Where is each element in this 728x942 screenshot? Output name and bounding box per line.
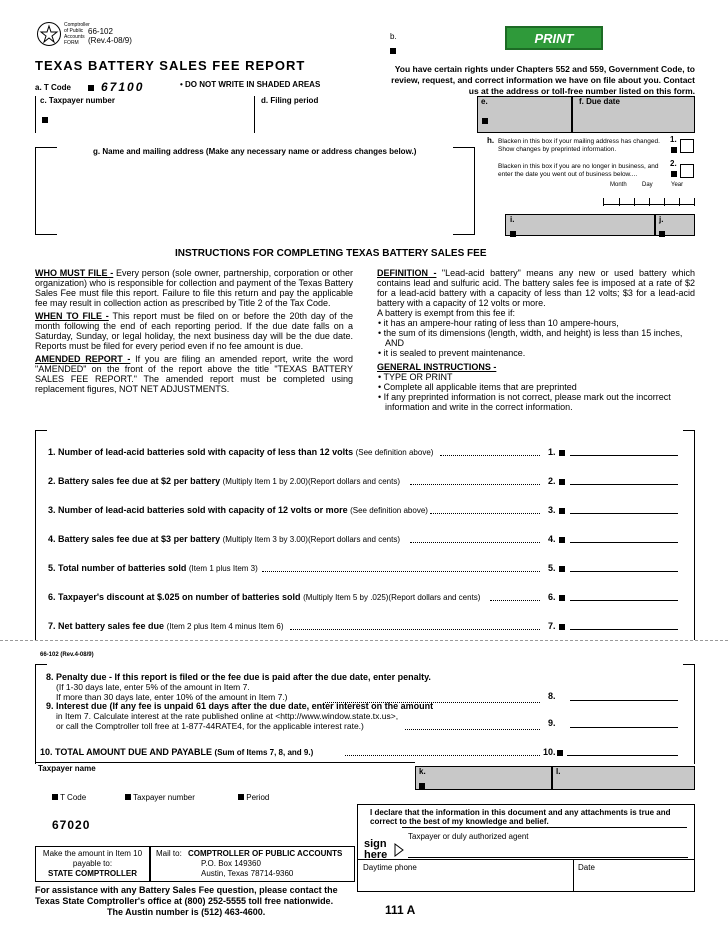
taxpayer-number-box[interactable]: c. Taxpayer number	[35, 96, 255, 133]
sign-here-tag: sign here	[364, 838, 388, 861]
item-2-input[interactable]	[570, 484, 678, 485]
lower-period-label: Period	[238, 793, 269, 802]
item-4-label: 4. Battery sales fee due at $3 per battery (Multiply Item 3 by 3.00)(Report dollars and cents)	[48, 534, 401, 544]
item-4-input[interactable]	[570, 542, 678, 543]
arrow-right-icon	[394, 843, 404, 857]
e-field-box: e.	[477, 96, 572, 133]
item-2-number: 2.	[548, 476, 556, 486]
date-label: Date	[578, 863, 595, 872]
date-input[interactable]	[578, 875, 688, 889]
tcode-label: a. T Code	[35, 83, 72, 92]
box1-number: 1.	[670, 135, 677, 144]
taxpayer-name-box[interactable]: Taxpayer name	[35, 762, 415, 790]
item-1-label: 1. Number of lead-acid batteries sold with capacity of less than 12 volts (See definition above)	[48, 447, 434, 457]
item-8-number: 8.	[548, 691, 556, 701]
seal-text: Comptroller of Public Accounts FORM	[64, 22, 90, 46]
instructions-right-column: DEFINITION - "Lead-acid battery" means any new or used battery which contains lead and sulfuric acid. The battery sales fee is imposed at a rate of $2 for a lead-acid battery with a capacity of less than 12 volts; $3 for a lead-acid battery with a capacity of 12 volts or more. A battery is exempt from this fee if: • it has an ampere-hour rating of less than 10 ampere-hours, • the sum of its dimensions (length, width, and height) is less than 15 inches, AND • it is sealed to prevent maintenance. GENERAL INSTRUCTIONS - • TYPE OR PRINT • Complete all applicable items that are preprinted • If any preprinted information is not correct, please mark out the incorrect information and write in the correct information.	[377, 268, 696, 412]
signature-line[interactable]	[402, 827, 687, 828]
rights-notice: You have certain rights under Chapters 552 and 559, Government Code, to review, request, and correct information we have on file about you. Contact us at the address or toll-free number listed on this form.	[391, 64, 695, 96]
item-9-input[interactable]	[570, 727, 678, 728]
item-6-input[interactable]	[570, 600, 678, 601]
star-icon	[38, 23, 60, 45]
name-address-label: g. Name and mailing address (Make any necessary name or address changes below.)	[93, 147, 417, 156]
item-6-label: 6. Taxpayer's discount at $.025 on number of batteries sold (Multiply Item 5 by .025)(Report dollars and cents)	[48, 592, 481, 602]
form-number: 66-102	[88, 27, 113, 36]
item-8-input[interactable]	[570, 700, 678, 701]
name-address-area[interactable]	[35, 147, 475, 235]
filing-period-box[interactable]: d. Filing period	[261, 96, 319, 105]
lower-tcode-value: 67020	[52, 818, 91, 832]
item-3-label: 3. Number of lead-acid batteries sold with capacity of 12 volts or more (See definition above)	[48, 505, 428, 515]
page-title: TEXAS BATTERY SALES FEE REPORT	[35, 58, 306, 73]
form-code: 111 A	[385, 903, 416, 917]
daytime-phone-input[interactable]	[363, 875, 568, 889]
payable-box: Make the amount in Item 10 payable to: STATE COMPTROLLER	[35, 846, 150, 882]
instructions-left-column: WHO MUST FILE - Every person (sole owner, partnership, corporation or other organization) who is responsible for collection and payment of the Texas Battery Sales Fee must file this report. Failure to file this return and pay the applicable fee may result in collection action as prescribed by Title 2 of the Tax Code. WHEN TO FILE - This report must be filed on or before the 20th day of the month following the end of each reporting period. If the due date falls on a Saturday, Sunday, or legal holiday, the next business day will be the due date. Reports must be filed for every period even if no fee amount is due. AMENDED REPORT - If you are filing an amended report, write the word "AMENDED" on the front of the report above the title "TEXAS BATTERY SALES FEE REPORT." The amended report must be completed using replacement figures, NOT NET ADJUSTMENTS.	[35, 268, 354, 394]
year-label: Year	[671, 182, 684, 188]
phone-date-box	[357, 859, 695, 892]
item-5-label: 5. Total number of batteries sold (Item 1 plus Item 3)	[48, 563, 258, 573]
agent-signature-field[interactable]	[408, 857, 688, 858]
item-8-text: 8. Penalty due - If this report is filed or the fee due is paid after the due date, enter penalty. (If 1-30 days late, enter 5% of the amount in Item 7. If more than 30 days late, enter 10% of the amount in Item 7.)	[46, 672, 431, 702]
item-6-number: 6.	[548, 592, 556, 602]
item-9-number: 9.	[548, 718, 556, 728]
item-2-label: 2. Battery sales fee due at $2 per battery (Multiply Item 1 by 2.00)(Report dollars and cents)	[48, 476, 401, 486]
item-3-number: 3.	[548, 505, 556, 515]
item-10-input[interactable]	[567, 755, 678, 756]
item-9-text: 9. Interest due (If any fee is unpaid 61 days after the due date, enter interest on the amount in Item 7. Calculate interest at the rate published online at <http://www.window.state.tx.us>, or call the Comptroller toll free at 1-877-44RATE4, for the applicable interest rate.)	[46, 701, 434, 731]
box2-number: 2.	[670, 159, 677, 168]
out-of-business-checkbox[interactable]	[680, 164, 694, 178]
do-not-write-notice: • DO NOT WRITE IN SHADED AREAS	[180, 80, 321, 89]
out-of-business-text: Blacken in this box if you are no longer in business, and enter the date you went out of business below....	[498, 163, 659, 178]
lower-taxpayer-number-label: Taxpayer number	[125, 793, 195, 802]
tcode-value: 67100	[101, 80, 145, 94]
item-10-label: 10. TOTAL AMOUNT DUE AND PAYABLE (Sum of Items 7, 8, and 9.)	[40, 747, 314, 757]
h-label: h.	[487, 136, 495, 145]
print-button[interactable]: PRINT	[505, 26, 603, 50]
j-field-box: j.	[655, 214, 695, 236]
form-revision: (Rev.4-08/9)	[88, 36, 132, 45]
declaration-box: I declare that the information in this document and any attachments is true and correct to the best of my knowledge and belief. Taxpayer or duly authorized agent sign here	[357, 804, 695, 859]
month-label: Month	[610, 182, 627, 188]
item-10-number: 10.	[543, 747, 556, 757]
k-field-box: k.	[415, 766, 552, 790]
item-5-input[interactable]	[570, 571, 678, 572]
comptroller-seal	[37, 22, 61, 46]
mail-to-box: Mail to: COMPTROLLER OF PUBLIC ACCOUNTS P.O. Box 149360 Austin, Texas 78714-9360	[150, 846, 355, 882]
day-label: Day	[642, 182, 653, 188]
due-date-box: f. Due date	[572, 96, 695, 133]
item-4-number: 4.	[548, 534, 556, 544]
i-field-box: i.	[505, 214, 655, 236]
l-field-box: l.	[552, 766, 695, 790]
lower-tcode-label: T Code	[52, 793, 86, 802]
daytime-phone-label: Daytime phone	[363, 863, 417, 872]
item-7-input[interactable]	[570, 629, 678, 630]
item-1-number: 1.	[548, 447, 556, 457]
tear-line	[0, 640, 728, 641]
item-5-number: 5.	[548, 563, 556, 573]
item-7-label: 7. Net battery sales fee due (Item 2 plus Item 4 minus Item 6)	[48, 621, 284, 631]
tcode-marker	[88, 85, 94, 91]
item-1-input[interactable]	[570, 455, 678, 456]
item-7-number: 7.	[548, 621, 556, 631]
address-changed-text: Blacken in this box if your mailing address has changed. Show changes by preprinted information.	[498, 138, 660, 153]
item-3-input[interactable]	[570, 513, 678, 514]
address-changed-checkbox[interactable]	[680, 139, 694, 153]
b-field: b.	[390, 32, 397, 59]
assistance-text: For assistance with any Battery Sales Fee question, please contact the Texas State Comptroller's office at (800) 252-5555 toll free nationwide. The Austin number is (512) 463-4600.	[35, 885, 338, 917]
form-rev-lower: 66-102 (Rev.4-08/9)	[40, 652, 94, 658]
instructions-heading: INSTRUCTIONS FOR COMPLETING TEXAS BATTERY SALES FEE	[175, 248, 487, 259]
agent-label: Taxpayer or duly authorized agent	[408, 832, 529, 841]
